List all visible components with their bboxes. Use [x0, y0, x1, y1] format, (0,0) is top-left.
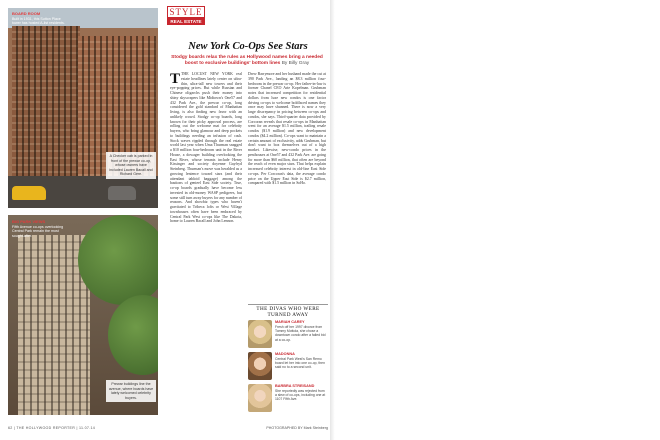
diva-text: She reportedly was rejected from a slew of co-ops, including one at 1107 Fifth Ave.: [275, 389, 326, 402]
section-label: STYLE: [167, 6, 205, 18]
sidebar-title: THE DIVAS WHO WERE TURNED AWAY: [248, 304, 328, 318]
photo-tag-bottom: [12, 220, 70, 238]
photo-tag-title: BIG PARK VIEWS: [12, 219, 46, 224]
diva-name: MADONNA: [275, 352, 295, 356]
photo-tag-text: Fifth Avenue co-ops overlooking Central Park remain the most sought-after.: [12, 224, 64, 238]
diva-portrait: [248, 384, 272, 412]
diva-portrait: [248, 352, 272, 380]
divas-sidebar: [248, 304, 328, 416]
tree-canopy: [78, 215, 158, 305]
diva-text: Fresh off her 1997 divorce from Tommy Mottola, she chose a downtown condo after a failed bid at a co-op.: [275, 325, 326, 342]
section-sublabel: REAL ESTATE: [167, 18, 205, 25]
diva-name: BARBRA STREISAND: [275, 384, 315, 388]
photo-tag-text: Built in 1931, this Sutton Place tower has hosted A-list residents.: [12, 16, 65, 26]
article-headline: New York Co-Ops See Stars: [188, 41, 308, 52]
photo-caption-bottom: Prewar buildings line the avenue, where boards have lately welcomed celebrity buyers.: [106, 380, 156, 402]
diva-item: [248, 384, 328, 414]
tree-canopy: [108, 295, 158, 375]
right-page-blank: [334, 0, 660, 440]
page-footer-folio: 62 | THE HOLLYWOOD REPORTER | 11.07.14: [8, 426, 96, 430]
diva-text: Central Park West's San Remo board let her into one co-op, then said no to a second unit.: [275, 357, 325, 370]
diva-name: MARIAH CAREY: [275, 320, 305, 324]
diva-item: [248, 320, 328, 350]
photo-tag-top: [12, 12, 70, 26]
body-text: THE LOCUST NEW YORK real estate headlines lately center on ultra-thin, ultra-tall new towers and their eye-popping prices. But while Russian and Chinese oligarchs push their money into shiny skyscrapers like Midtown's One57 and 432 Park Ave., the prewar co-op, long considered the gold standard of Manhattan living, is also finding new favor with an unlikely crowd. Stodgy co-op boards, long known for their picky approval process, are rolling out the welcome mat for celebrity buyers, who bring glamour and deep pockets to buildings needing an infusion of cash. Stock waves rippled through the real estate world last year when Uma Thurman snagged a $10 million four-bedroom unit in the River House, a dowager building overlooking the East River, whose tenants include Henry Kissinger and society doyenne Gayfryd Steinberg. Thurman's move was heralded as a growing lenience toward stars (and their attendant tabloid baggage) among the bastions of genteel East Side society. True, co-op boards gradually have become less invested in old-money WASP pedigrees, but some still turn away buyers for any number of reasons. And showbiz types who haven't gravitated to Tribeca lofts or West Village townhouses often have been embraced by Central Park West co-ops like The Dakota, home to Lauren Bacall and John Lennon.: [170, 72, 242, 224]
photo-credit: PHOTOGRAPHED BY Mark Steinberg: [266, 426, 328, 430]
body-column-2: Drew Barrymore and her husband made the cut at 390 Park Ave., landing an $8.3 million four-bedroom in the prewar co-op. Her father-in-law is former Chanel CEO Arie Kopelman. Grubman notes that increased competition for residential dollars from luxe new condos is one factor driving co-ops to welcome boldfaced names they once may have shunned. There is now a very large discrepancy in pricing between co-ops and condos, she says. Third-quarter data provided by Corcoran reveals that resale co-ops in Manhattan went for an average $1.5 million, trailing resale condos ($1.9 million) and new development condos ($4.2 million). Co-ops want to maintain a certain amount of exclusivity, adds Grubman, but don't want to box themselves out of a high market. Likewise, new-condo prices in the penthouses at One57 and 432 Park Ave. are going for more than $60 million, that often are beyond the reach of even major stars. That helps explain increased celebrity interest in old-line East Side co-ops. Per Corcoran's data, the average condo price on the Upper East Side is $2.7 million, compared with $1.5 million in SoHo.: [248, 72, 326, 186]
diva-item: [248, 352, 328, 382]
diva-portrait: [248, 320, 272, 348]
page-gutter: [330, 0, 338, 440]
deck-text: Stodgy boards relax the rules as Hollywood names bring a needed boost to exclusive buildings' bottom lines: [171, 55, 323, 66]
body-column-1: [170, 72, 242, 410]
taxi-cab: [12, 186, 46, 200]
article-deck: [166, 55, 328, 67]
photo-caption-top: A Checker cab is parked in front of the prewar co-op, whose owners have included Lauren Bacall and Richard Gere.: [106, 152, 156, 179]
drop-cap: T: [170, 72, 181, 87]
byline: By Billy Gray: [281, 61, 310, 66]
photo-tag-title: BOARD ROOM: [12, 11, 41, 16]
car: [108, 186, 136, 200]
